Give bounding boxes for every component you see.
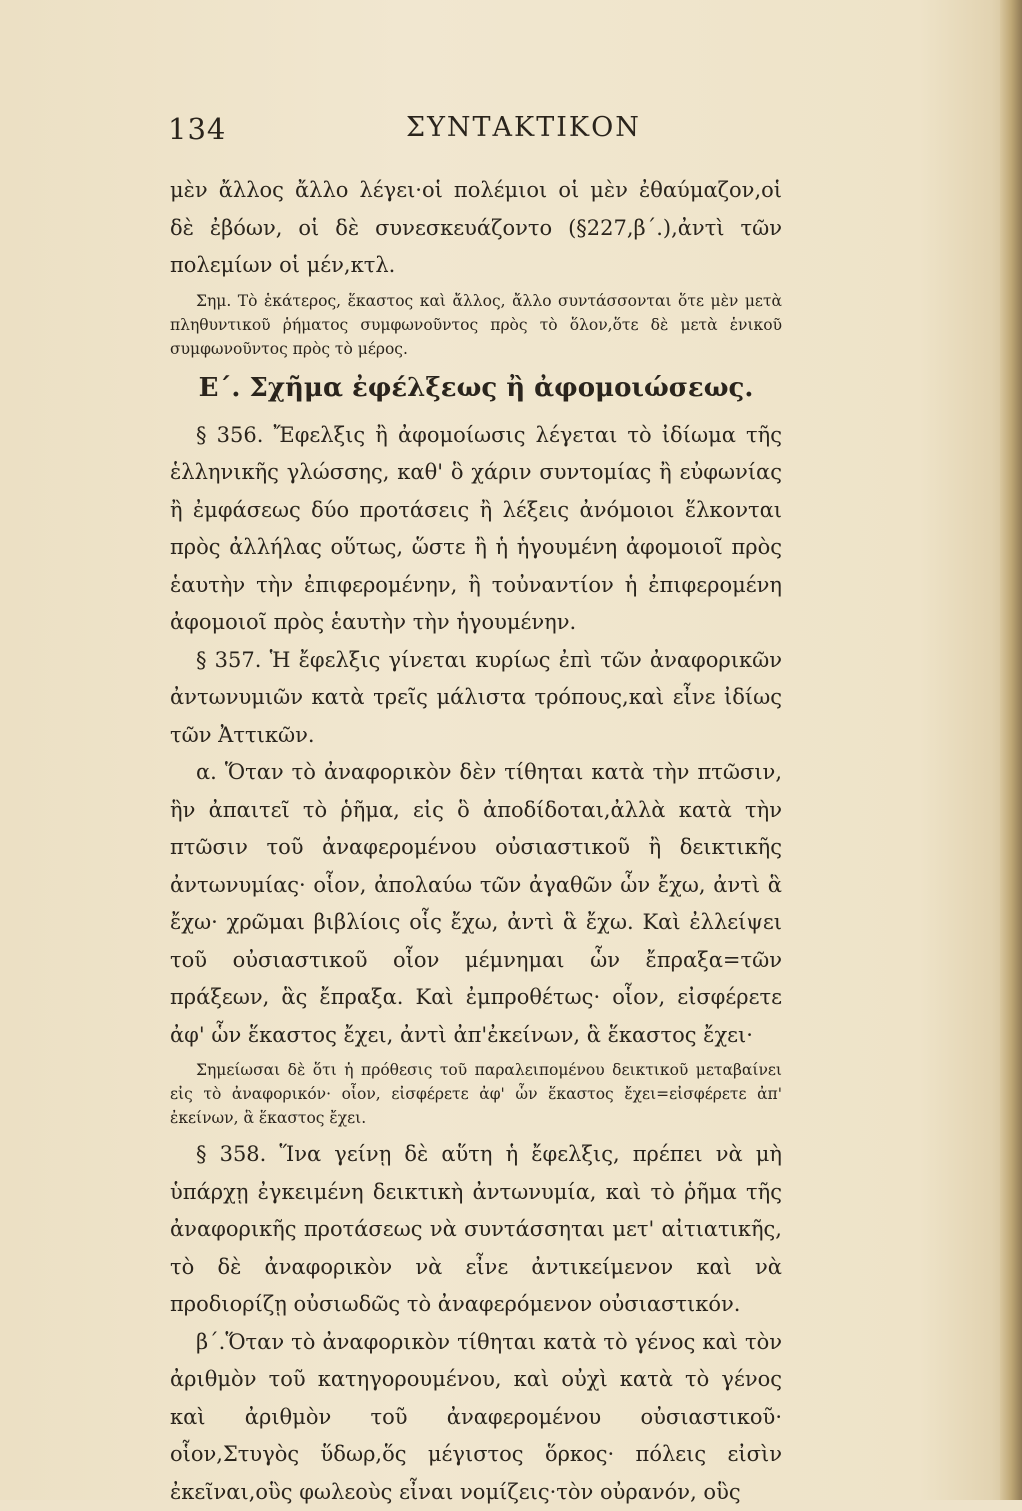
page-number: 134 (168, 112, 226, 146)
paragraph-357: § 357. Ἡ ἔφελξις γίνεται κυρίως ἐπὶ τῶν ἀναφορικῶν ἀντωνυμιῶν κατὰ τρεῖς μάλιστα τρόπους,καὶ εἶνε ἰδίως τῶν Ἀττικῶν. (170, 642, 782, 755)
paragraph-358: § 358. Ἵνα γείνῃ δὲ αὕτη ἡ ἔφελξις, πρέπει νὰ μὴ ὑπάρχῃ ἐγκειμένη δεικτικὴ ἀντωνυμία, καὶ τὸ ῥῆμα τῆς ἀναφορικῆς προτάσεως νὰ συντάσσηται μετ' αἰτιατικῆς, τὸ δὲ ἀναφορικὸν νὰ εἶνε ἀντικείμενον καὶ νὰ προδιορίζῃ οὐσιωδῶς τὸ ἀναφερόμενον οὐσιαστικόν. (170, 1136, 782, 1324)
note-paragraph-2: Σημείωσαι δὲ ὅτι ἡ πρόθεσις τοῦ παραλειπομένου δεικτικοῦ μεταβαίνει εἰς τὸ ἀναφορικόν· οἷον, εἰσφέρετε ἀφ' ὧν ἕκαστος ἔχει=εἰσφέρετε ἀπ' ἐκείνων, ἃ ἕκαστος ἔχει. (170, 1058, 782, 1130)
paragraph-357-a: α. Ὅταν τὸ ἀναφορικὸν δὲν τίθηται κατὰ τὴν πτῶσιν, ἣν ἀπαιτεῖ τὸ ῥῆμα, εἰς ὃ ἀποδίδοται,ἀλλὰ κατὰ τὴν πτῶσιν τοῦ ἀναφερομένου οὐσιαστικοῦ ἢ δεικτικῆς ἀντωνυμίας· οἷον, ἀπολαύω τῶν ἀγαθῶν ὧν ἔχω, ἀντὶ ἃ ἔχω· χρῶμαι βιβλίοις οἷς ἔχω, ἀντὶ ἃ ἔχω. Καὶ ἐλλείψει τοῦ οὐσιαστικοῦ οἷον μέμνημαι ὧν ἔπραξα=τῶν πράξεων, ἃς ἔπραξα. Καὶ ἐμπροθέτως· οἷον, εἰσφέρετε ἀφ' ὧν ἕκαστος ἔχει, ἀντὶ ἀπ'ἐκείνων, ἃ ἕκαστος ἔχει· (170, 754, 782, 1054)
running-title: ΣΥΝΤΑΚΤΙΚΟΝ (406, 112, 641, 143)
section-heading: Ε΄. Σχῆμα ἐφέλξεως ἢ ἀφομοιώσεως. (170, 367, 782, 409)
paragraph-358-b: β΄.Ὅταν τὸ ἀναφορικὸν τίθηται κατὰ τὸ γένος καὶ τὸν ἀριθμὸν τοῦ κατηγορουμένου, καὶ οὐχὶ κατὰ τὸ γένος καὶ ἀριθμὸν τοῦ ἀναφερομένου οὐσιαστικοῦ· οἷον,Στυγὸς ὕδωρ,ὅς μέγιστος ὅρκος· πόλεις εἰσὶν ἐκεῖναι,οὓς φωλεοὺς εἶναι νομίζεις·τὸν οὐρανόν, οὓς (170, 1324, 782, 1511)
paragraph-continuation: μὲν ἄλλος ἄλλο λέγει·οἱ πολέμιοι οἱ μὲν ἐθαύμαζον,οἱ δὲ ἐβόων, οἱ δὲ συνεσκευάζοντο (§227,β΄.),ἀντὶ τῶν πολεμίων οἱ μέν,κτλ. (170, 172, 782, 285)
note-paragraph: Σημ. Τὸ ἑκάτερος, ἕκαστος καὶ ἄλλος, ἄλλο συντάσσονται ὅτε μὲν μετὰ πληθυντικοῦ ῥήματος συμφωνοῦντος πρὸς τὸ ὅλον,ὅτε δὲ μετὰ ἑνικοῦ συμφωνοῦντος πρὸς τὸ μέρος. (170, 289, 782, 361)
page-body (170, 172, 782, 1511)
paragraph-356: § 356. Ἔφελξις ἢ ἀφομοίωσις λέγεται τὸ ἰδίωμα τῆς ἑλληνικῆς γλώσσης, καθ' ὃ χάριν συντομίας ἢ εὐφωνίας ἢ ἐμφάσεως δύο προτάσεις ἢ λέξεις ἀνόμοιοι ἕλκονται πρὸς ἀλλήλας οὕτως, ὥστε ἢ ἡ ἡγουμένη ἀφομοιοῖ πρὸς ἑαυτὴν τὴν ἐπιφερομένην, ἢ τοὐναντίον ἡ ἐπιφερομένη ἀφομοιοῖ πρὸς ἑαυτὴν τὴν ἡγουμένην. (170, 417, 782, 642)
page-header (168, 112, 772, 152)
book-spine-edge (1000, 0, 1022, 1500)
